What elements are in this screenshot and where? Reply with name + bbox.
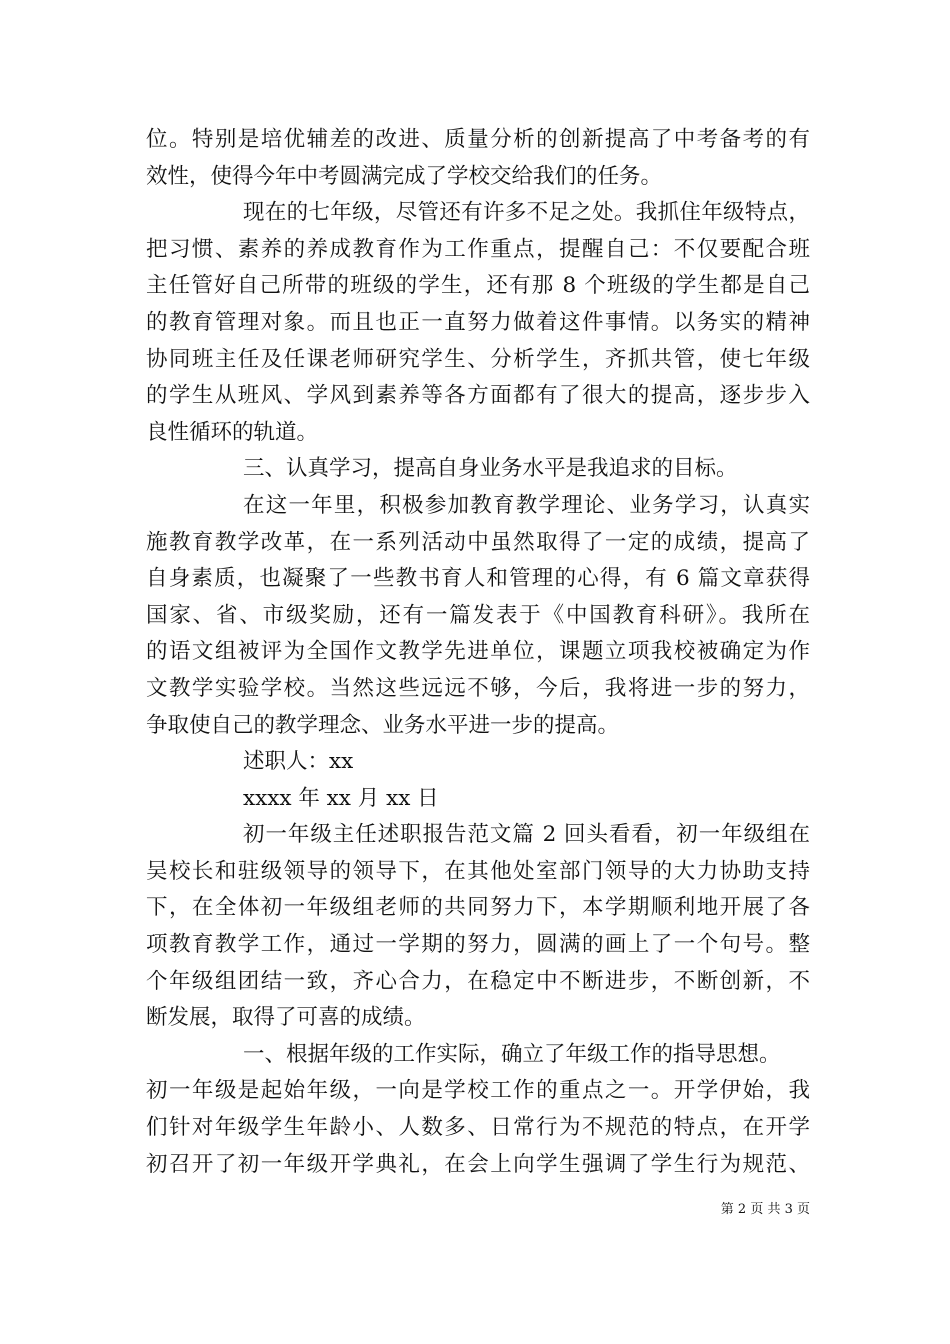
text-line: 争取使自己的教学理念、业务水平进一步的提高。 [146,712,620,738]
text-line: 的语文组被评为全国作文教学先进单位，课题立项我校被确定为作 [146,639,810,665]
page-number-footer: 第 2 页 共 3 页 [720,1202,810,1217]
text-line: 国家、省、市级奖励，还有一篇发表于《中国教育科研》。我所在 [146,602,810,628]
paragraph-start-line: 现在的七年级，尽管还有许多不足之处。我抓住年级特点， [243,200,810,226]
paragraph-start-line: 初一年级主任述职报告范文篇 2 回头看看，初一年级组在 [243,822,810,848]
paragraph-start-line: 在这一年里，积极参加教育教学理论、业务学习，认真实 [243,492,810,518]
text-line: 下，在全体初一年级组老师的共同努力下，本学期顺利地开展了各 [146,895,810,921]
text-line: 协同班主任及任课老师研究学生、分析学生，齐抓共管，使七年级 [146,346,810,372]
text-line: 效性，使得今年中考圆满完成了学校交给我们的任务。 [146,163,663,189]
text-line: 的学生从班风、学风到素养等各方面都有了很大的提高，逐步步入 [146,383,810,409]
text-line: 断发展，取得了可喜的成绩。 [146,1005,426,1031]
text-line: 个年级组团结一致，齐心合力，在稳定中不断进步，不断创新，不 [146,968,810,994]
text-line: 们针对年级学生年龄小、人数多、日常行为不规范的特点，在开学 [146,1115,810,1141]
text-line: 初召开了初一年级开学典礼，在会上向学生强调了学生行为规范、 [146,1151,810,1177]
text-line: 文教学实验学校。当然这些远远不够，今后，我将进一步的努力， [146,675,810,701]
document-body [146,122,810,1183]
signature-line: 述职人：xx [243,749,354,775]
section-heading: 三、认真学习，提高自身业务水平是我追求的目标。 [243,456,738,482]
text-line: 的教育管理对象。而且也正一直努力做着这件事情。以务实的精神 [146,309,810,335]
text-line: 自身素质，也凝聚了一些教书育人和管理的心得，有 6 篇文章获得 [146,566,810,592]
text-line: 初一年级是起始年级，一向是学校工作的重点之一。开学伊始，我 [146,1078,810,1104]
section-heading: 一、根据年级的工作实际，确立了年级工作的指导思想。 [243,1041,781,1067]
text-line: 良性循环的轨道。 [146,419,319,445]
text-line: 位。特别是培优辅差的改进、质量分析的创新提高了中考备考的有 [146,127,810,152]
text-line: 主任管好自己所带的班级的学生，还有那 8 个班级的学生都是自己 [146,273,810,299]
text-line: 施教育教学改革，在一系列活动中虽然取得了一定的成绩，提高了 [146,529,810,555]
text-line: 项教育教学工作，通过一学期的努力，圆满的画上了一个句号。整 [146,932,810,958]
text-line: 吴校长和驻级领导的领导下，在其他处室部门领导的大力协助支持 [146,858,810,884]
text-line: 把习惯、素养的养成教育作为工作重点，提醒自己：不仅要配合班 [146,236,810,262]
date-line: xxxx 年 xx 月 xx 日 [243,785,439,811]
